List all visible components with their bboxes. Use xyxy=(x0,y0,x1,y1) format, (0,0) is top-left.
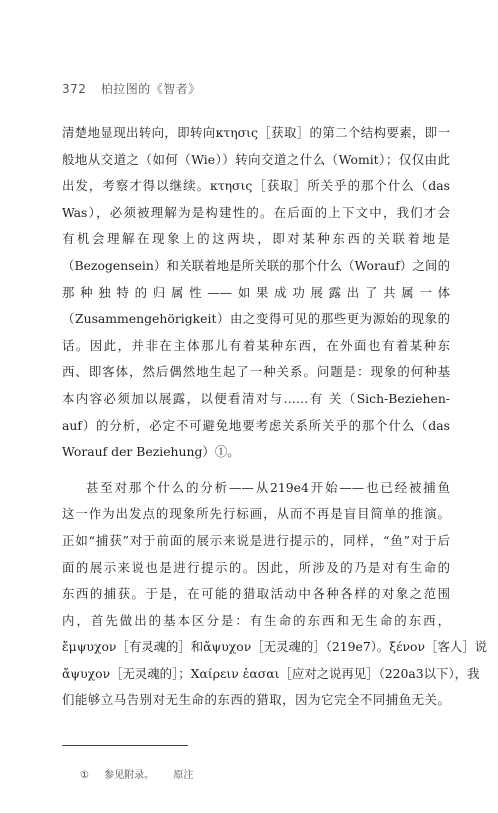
paragraph-1 xyxy=(62,120,450,466)
text-line: 清楚地显现出转向，即转向κτησις［获取］的第二个结构要素，即一 xyxy=(62,125,450,140)
text-line: auf）的分析，必定不可避免地要考虑关系所关乎的那个什么（das xyxy=(62,417,450,433)
text-line: （Bezogensein）和关联着地是所关联的那个什么（Worauf）之间的 xyxy=(62,257,450,273)
footnote-note: 原注 xyxy=(173,770,194,781)
footnote-divider xyxy=(62,745,188,746)
text-line: 西、即客体，然后偶然地生起了一种关系。问题是：现象的何种基 xyxy=(62,364,450,380)
main-text xyxy=(62,120,488,714)
page-number: 372 xyxy=(62,82,87,96)
text-line: 话。因此，并非在主体那儿有着某种东西，在外面也有着某种东 xyxy=(62,337,450,353)
text-line: 本内容必须加以展露，以便看清对与……有 关（Sich-Beziehen- xyxy=(62,390,450,406)
text-line: 东西的捕获。于是，在可能的猎取活动中各种各样的对象之范围 xyxy=(62,586,450,602)
text-line: （Zusammengehörigkeit）由之变得可见的那些更为源始的现象的 xyxy=(62,311,450,327)
running-head xyxy=(62,80,201,97)
text-line: 甚至对那个什么的分析——从219e4开始——也已经被捕鱼 xyxy=(86,479,450,495)
text-line: Was），必须被理解为是构建性的。在后面的上下文中，我们才会 xyxy=(62,204,450,220)
paragraph-gap xyxy=(62,466,450,475)
footnote xyxy=(80,766,193,781)
text-line: 般地从交道之（如何（Wie））转向交道之什么（Womit）；仅仅由此 xyxy=(62,151,450,167)
paragraph-2 xyxy=(62,475,488,714)
footnote-mark: ① xyxy=(80,770,89,781)
text-line: 出发，考察才得以继续。κτησις［获取］所关乎的那个什么（das xyxy=(62,178,450,194)
footnote-text: 参见附录。 xyxy=(104,770,155,781)
text-line: 们能够立马告别对无生命的东西的猎取，因为它完全不同捕鱼无关。 xyxy=(62,692,450,708)
text-line: 有机会理解在现象上的这两块，即对某种东西的关联着地是 xyxy=(62,231,450,247)
text-line: 正如“捕获”对于前面的展示来说是进行提示的，同样，“鱼”对于后 xyxy=(62,532,450,548)
text-line: 那种独特的归属性——如果成功展露出了共属一体 xyxy=(62,284,450,300)
text-line: 面的展示来说也是进行提示的。因此，所涉及的乃是对有生命的 xyxy=(62,559,450,575)
text-line: ἄψυχον［无灵魂的］；Χαίρειν ἐασαι［应对之说再见］（220a3以下），我 xyxy=(62,665,480,681)
text-line: ἔμψυχον［有灵魂的］和ἄψυχον［无灵魂的］（219e7）。ξένον［客人］说 xyxy=(62,639,488,655)
book-title: 柏拉图的《智者》 xyxy=(100,82,201,96)
text-line: 这一作为出发点的现象所先行标画，从而不再是盲目简单的推演。 xyxy=(62,506,450,522)
text-line: 内，首先做出的基本区分是：有生命的东西和无生命的东西， xyxy=(62,612,450,628)
text-line: Worauf der Beziehung）①。 xyxy=(62,444,240,460)
